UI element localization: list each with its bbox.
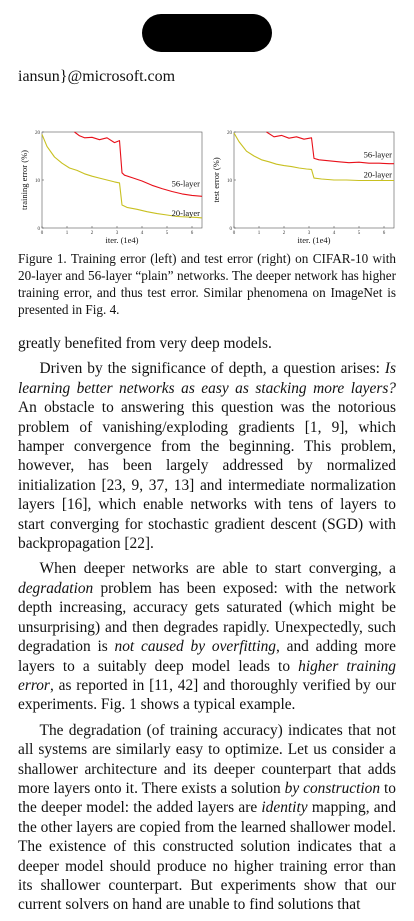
x-tick-label: 4 [140,231,144,236]
y-tick-label: 10 [227,179,232,184]
figure-1 [18,126,398,246]
y-tick-label: 0 [229,227,232,232]
x-tick-label: 2 [90,231,94,236]
x-tick-label: 0 [232,231,236,236]
y-axis-label: test error (%) [211,157,221,203]
series-label: 56-layer [363,149,392,160]
x-axis-label: iter. (1e4) [297,235,331,245]
x-tick-label: 1 [257,231,261,236]
series-label: 20-layer [171,207,200,218]
series-label: 20-layer [363,169,392,180]
x-tick-label: 4 [332,231,336,236]
paragraph-0: greatly benefited from very deep models. [18,335,272,352]
paragraph-2: When deeper networks are able to start converging, a degradation problem has been exposed: with the network depth increasing, accuracy gets saturated (which might be unsurprising) and then degrades rapidly. Unexpectedly, such degradation is not caused by overfitting, and adding more layers to a suitably deep model leads to higher training error, as reported in [11, 42] and thoroughly verified by our experiments. Fig. 1 shows a typical example. [18,560,397,714]
x-tick-label: 1 [65,231,69,236]
author-email: iansun}@microsoft.com [18,68,176,85]
y-axis-label: training error (%) [19,150,29,210]
paragraph-1: Driven by the significance of depth, a question arises: Is learning better networks as easy as stacking more layers? An obstacle to answering this question was the notorious problem of vanishing/exploding gradients [1, 9], which hamper convergence from the beginning. This problem, however, has been largely addressed by normalized initialization [23, 9, 37, 13] and intermediate normalization layers [16], which enable networks with tens of layers to start converging for stochastic gradient descent (SGD) with backpropagation [22]. [18,360,396,553]
x-tick-label: 5 [165,231,169,236]
y-tick-label: 20 [35,131,40,136]
x-tick-label: 0 [40,231,44,236]
y-tick-label: 10 [35,179,40,184]
x-tick-label: 3 [115,231,119,236]
series-line-20-layer [42,134,202,218]
figure-caption: Figure 1. Training error (left) and test error (right) on CIFAR-10 with 20-layer and 56-layer “plain” networks. The deeper network has higher training error, and thus test error. Similar phenomena on ImageNet is presented in Fig. 4. [18,251,396,317]
x-axis-label: iter. (1e4) [105,235,139,245]
series-label: 56-layer [171,178,200,189]
camera-notch [142,14,272,52]
y-tick-label: 20 [227,131,232,136]
paragraph-3: The degradation (of training accuracy) indicates that not all systems are similarly easy to optimize. Let us consider a shallower architecture and its deeper counterpart that adds more layers onto it. There exists a solution by construction to the deeper model: the added layers are identity mapping, and the other layers are copied from the learned shallower model. The existence of this constructed solution indicates that a deeper model should produce no higher training error than its shallower counterpart. But experiments show that our current solvers on hand are unable to find solutions that [18,721,397,914]
x-tick-label: 3 [307,231,311,236]
x-tick-label: 6 [190,231,194,236]
body-text [18,334,396,921]
x-tick-label: 2 [282,231,286,236]
training-error-chart [18,126,206,246]
x-tick-label: 6 [382,231,386,236]
y-tick-label: 0 [37,227,40,232]
test-error-chart [210,126,398,246]
x-tick-label: 5 [357,231,361,236]
